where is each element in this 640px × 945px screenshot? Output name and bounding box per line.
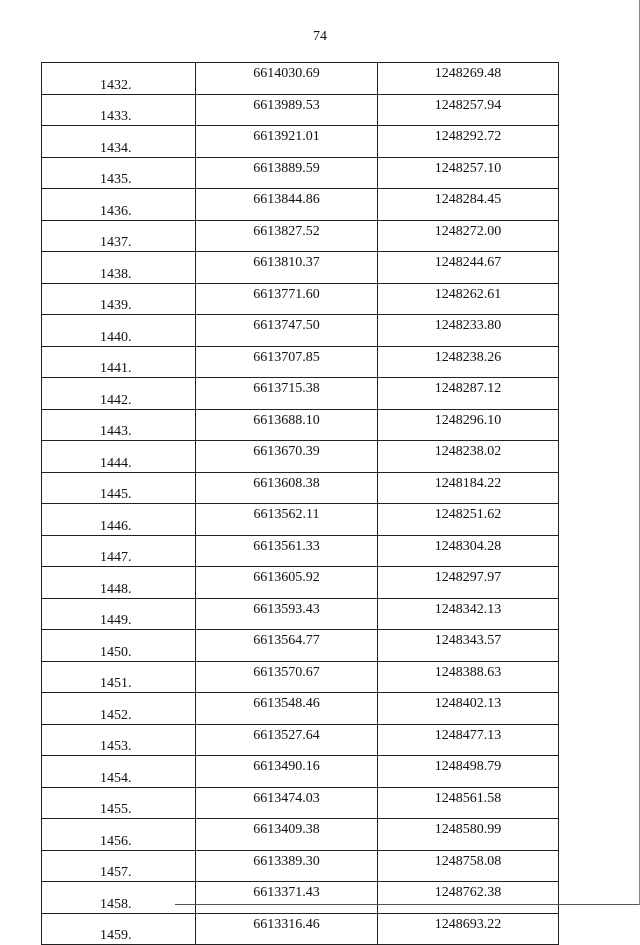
point-number-cell: 1453. (42, 724, 196, 756)
x-coordinate-cell: 6613989.53 (196, 94, 378, 126)
table-row (42, 409, 559, 441)
x-coordinate-cell: 6613844.86 (196, 189, 378, 221)
x-coordinate-cell: 6613562.11 (196, 504, 378, 536)
y-coordinate-cell: 1248184.22 (378, 472, 559, 504)
x-coordinate-cell: 6613474.03 (196, 787, 378, 819)
y-coordinate-cell: 1248292.72 (378, 126, 559, 158)
y-coordinate-cell: 1248297.97 (378, 567, 559, 599)
y-coordinate-cell: 1248296.10 (378, 409, 559, 441)
point-number-cell: 1443. (42, 409, 196, 441)
point-number-cell: 1456. (42, 819, 196, 851)
point-number-cell: 1435. (42, 157, 196, 189)
y-coordinate-cell: 1248238.26 (378, 346, 559, 378)
table-row (42, 661, 559, 693)
point-number-cell: 1448. (42, 567, 196, 599)
table-row (42, 189, 559, 221)
y-coordinate-cell: 1248244.67 (378, 252, 559, 284)
point-number-cell: 1444. (42, 441, 196, 473)
point-number-cell: 1437. (42, 220, 196, 252)
y-coordinate-cell: 1248251.62 (378, 504, 559, 536)
table-row (42, 787, 559, 819)
table-row (42, 94, 559, 126)
point-number-cell: 1451. (42, 661, 196, 693)
point-number-cell: 1432. (42, 63, 196, 95)
y-coordinate-cell: 1248693.22 (378, 913, 559, 945)
table-row (42, 252, 559, 284)
y-coordinate-cell: 1248388.63 (378, 661, 559, 693)
point-number-cell: 1439. (42, 283, 196, 315)
point-number-cell: 1446. (42, 504, 196, 536)
point-number-cell: 1433. (42, 94, 196, 126)
y-coordinate-cell: 1248269.48 (378, 63, 559, 95)
y-coordinate-cell: 1248272.00 (378, 220, 559, 252)
x-coordinate-cell: 6613810.37 (196, 252, 378, 284)
y-coordinate-cell: 1248304.28 (378, 535, 559, 567)
x-coordinate-cell: 6613605.92 (196, 567, 378, 599)
x-coordinate-cell: 6613564.77 (196, 630, 378, 662)
point-number-cell: 1454. (42, 756, 196, 788)
table-row (42, 535, 559, 567)
x-coordinate-cell: 6613608.38 (196, 472, 378, 504)
x-coordinate-cell: 6613921.01 (196, 126, 378, 158)
table-row (42, 441, 559, 473)
x-coordinate-cell: 6613715.38 (196, 378, 378, 410)
table-row (42, 346, 559, 378)
table-row (42, 630, 559, 662)
table-row (42, 850, 559, 882)
table-row (42, 504, 559, 536)
table-row (42, 819, 559, 851)
table-row (42, 126, 559, 158)
x-coordinate-cell: 6613561.33 (196, 535, 378, 567)
y-coordinate-cell: 1248498.79 (378, 756, 559, 788)
x-coordinate-cell: 6613570.67 (196, 661, 378, 693)
table-row (42, 220, 559, 252)
table-row (42, 598, 559, 630)
x-coordinate-cell: 6613593.43 (196, 598, 378, 630)
point-number-cell: 1440. (42, 315, 196, 347)
table-row (42, 63, 559, 95)
y-coordinate-cell: 1248262.61 (378, 283, 559, 315)
table-row (42, 157, 559, 189)
y-coordinate-cell: 1248402.13 (378, 693, 559, 725)
coordinates-table-body (42, 63, 559, 945)
y-coordinate-cell: 1248561.58 (378, 787, 559, 819)
x-coordinate-cell: 6614030.69 (196, 63, 378, 95)
page-number: 74 (313, 29, 327, 44)
x-coordinate-cell: 6613548.46 (196, 693, 378, 725)
x-coordinate-cell: 6613490.16 (196, 756, 378, 788)
table-row (42, 693, 559, 725)
x-coordinate-cell: 6613771.60 (196, 283, 378, 315)
table-row (42, 472, 559, 504)
y-coordinate-cell: 1248284.45 (378, 189, 559, 221)
y-coordinate-cell: 1248580.99 (378, 819, 559, 851)
point-number-cell: 1441. (42, 346, 196, 378)
table-row (42, 315, 559, 347)
x-coordinate-cell: 6613688.10 (196, 409, 378, 441)
x-coordinate-cell: 6613747.50 (196, 315, 378, 347)
table-row (42, 724, 559, 756)
x-coordinate-cell: 6613527.64 (196, 724, 378, 756)
x-coordinate-cell: 6613889.59 (196, 157, 378, 189)
point-number-cell: 1455. (42, 787, 196, 819)
table-row (42, 882, 559, 914)
x-coordinate-cell: 6613371.43 (196, 882, 378, 914)
coordinates-table (41, 62, 559, 945)
y-coordinate-cell: 1248343.57 (378, 630, 559, 662)
y-coordinate-cell: 1248257.94 (378, 94, 559, 126)
point-number-cell: 1436. (42, 189, 196, 221)
table-row (42, 283, 559, 315)
point-number-cell: 1458. (42, 882, 196, 914)
point-number-cell: 1442. (42, 378, 196, 410)
x-coordinate-cell: 6613670.39 (196, 441, 378, 473)
y-coordinate-cell: 1248233.80 (378, 315, 559, 347)
point-number-cell: 1445. (42, 472, 196, 504)
x-coordinate-cell: 6613707.85 (196, 346, 378, 378)
point-number-cell: 1450. (42, 630, 196, 662)
y-coordinate-cell: 1248238.02 (378, 441, 559, 473)
point-number-cell: 1457. (42, 850, 196, 882)
point-number-cell: 1459. (42, 913, 196, 945)
y-coordinate-cell: 1248762.38 (378, 882, 559, 914)
y-coordinate-cell: 1248477.13 (378, 724, 559, 756)
table-row (42, 756, 559, 788)
point-number-cell: 1434. (42, 126, 196, 158)
point-number-cell: 1449. (42, 598, 196, 630)
point-number-cell: 1438. (42, 252, 196, 284)
point-number-cell: 1452. (42, 693, 196, 725)
x-coordinate-cell: 6613409.38 (196, 819, 378, 851)
y-coordinate-cell: 1248287.12 (378, 378, 559, 410)
x-coordinate-cell: 6613316.46 (196, 913, 378, 945)
table-row (42, 913, 559, 945)
y-coordinate-cell: 1248758.08 (378, 850, 559, 882)
x-coordinate-cell: 6613827.52 (196, 220, 378, 252)
y-coordinate-cell: 1248257.10 (378, 157, 559, 189)
table-row (42, 378, 559, 410)
table-row (42, 567, 559, 599)
y-coordinate-cell: 1248342.13 (378, 598, 559, 630)
x-coordinate-cell: 6613389.30 (196, 850, 378, 882)
point-number-cell: 1447. (42, 535, 196, 567)
